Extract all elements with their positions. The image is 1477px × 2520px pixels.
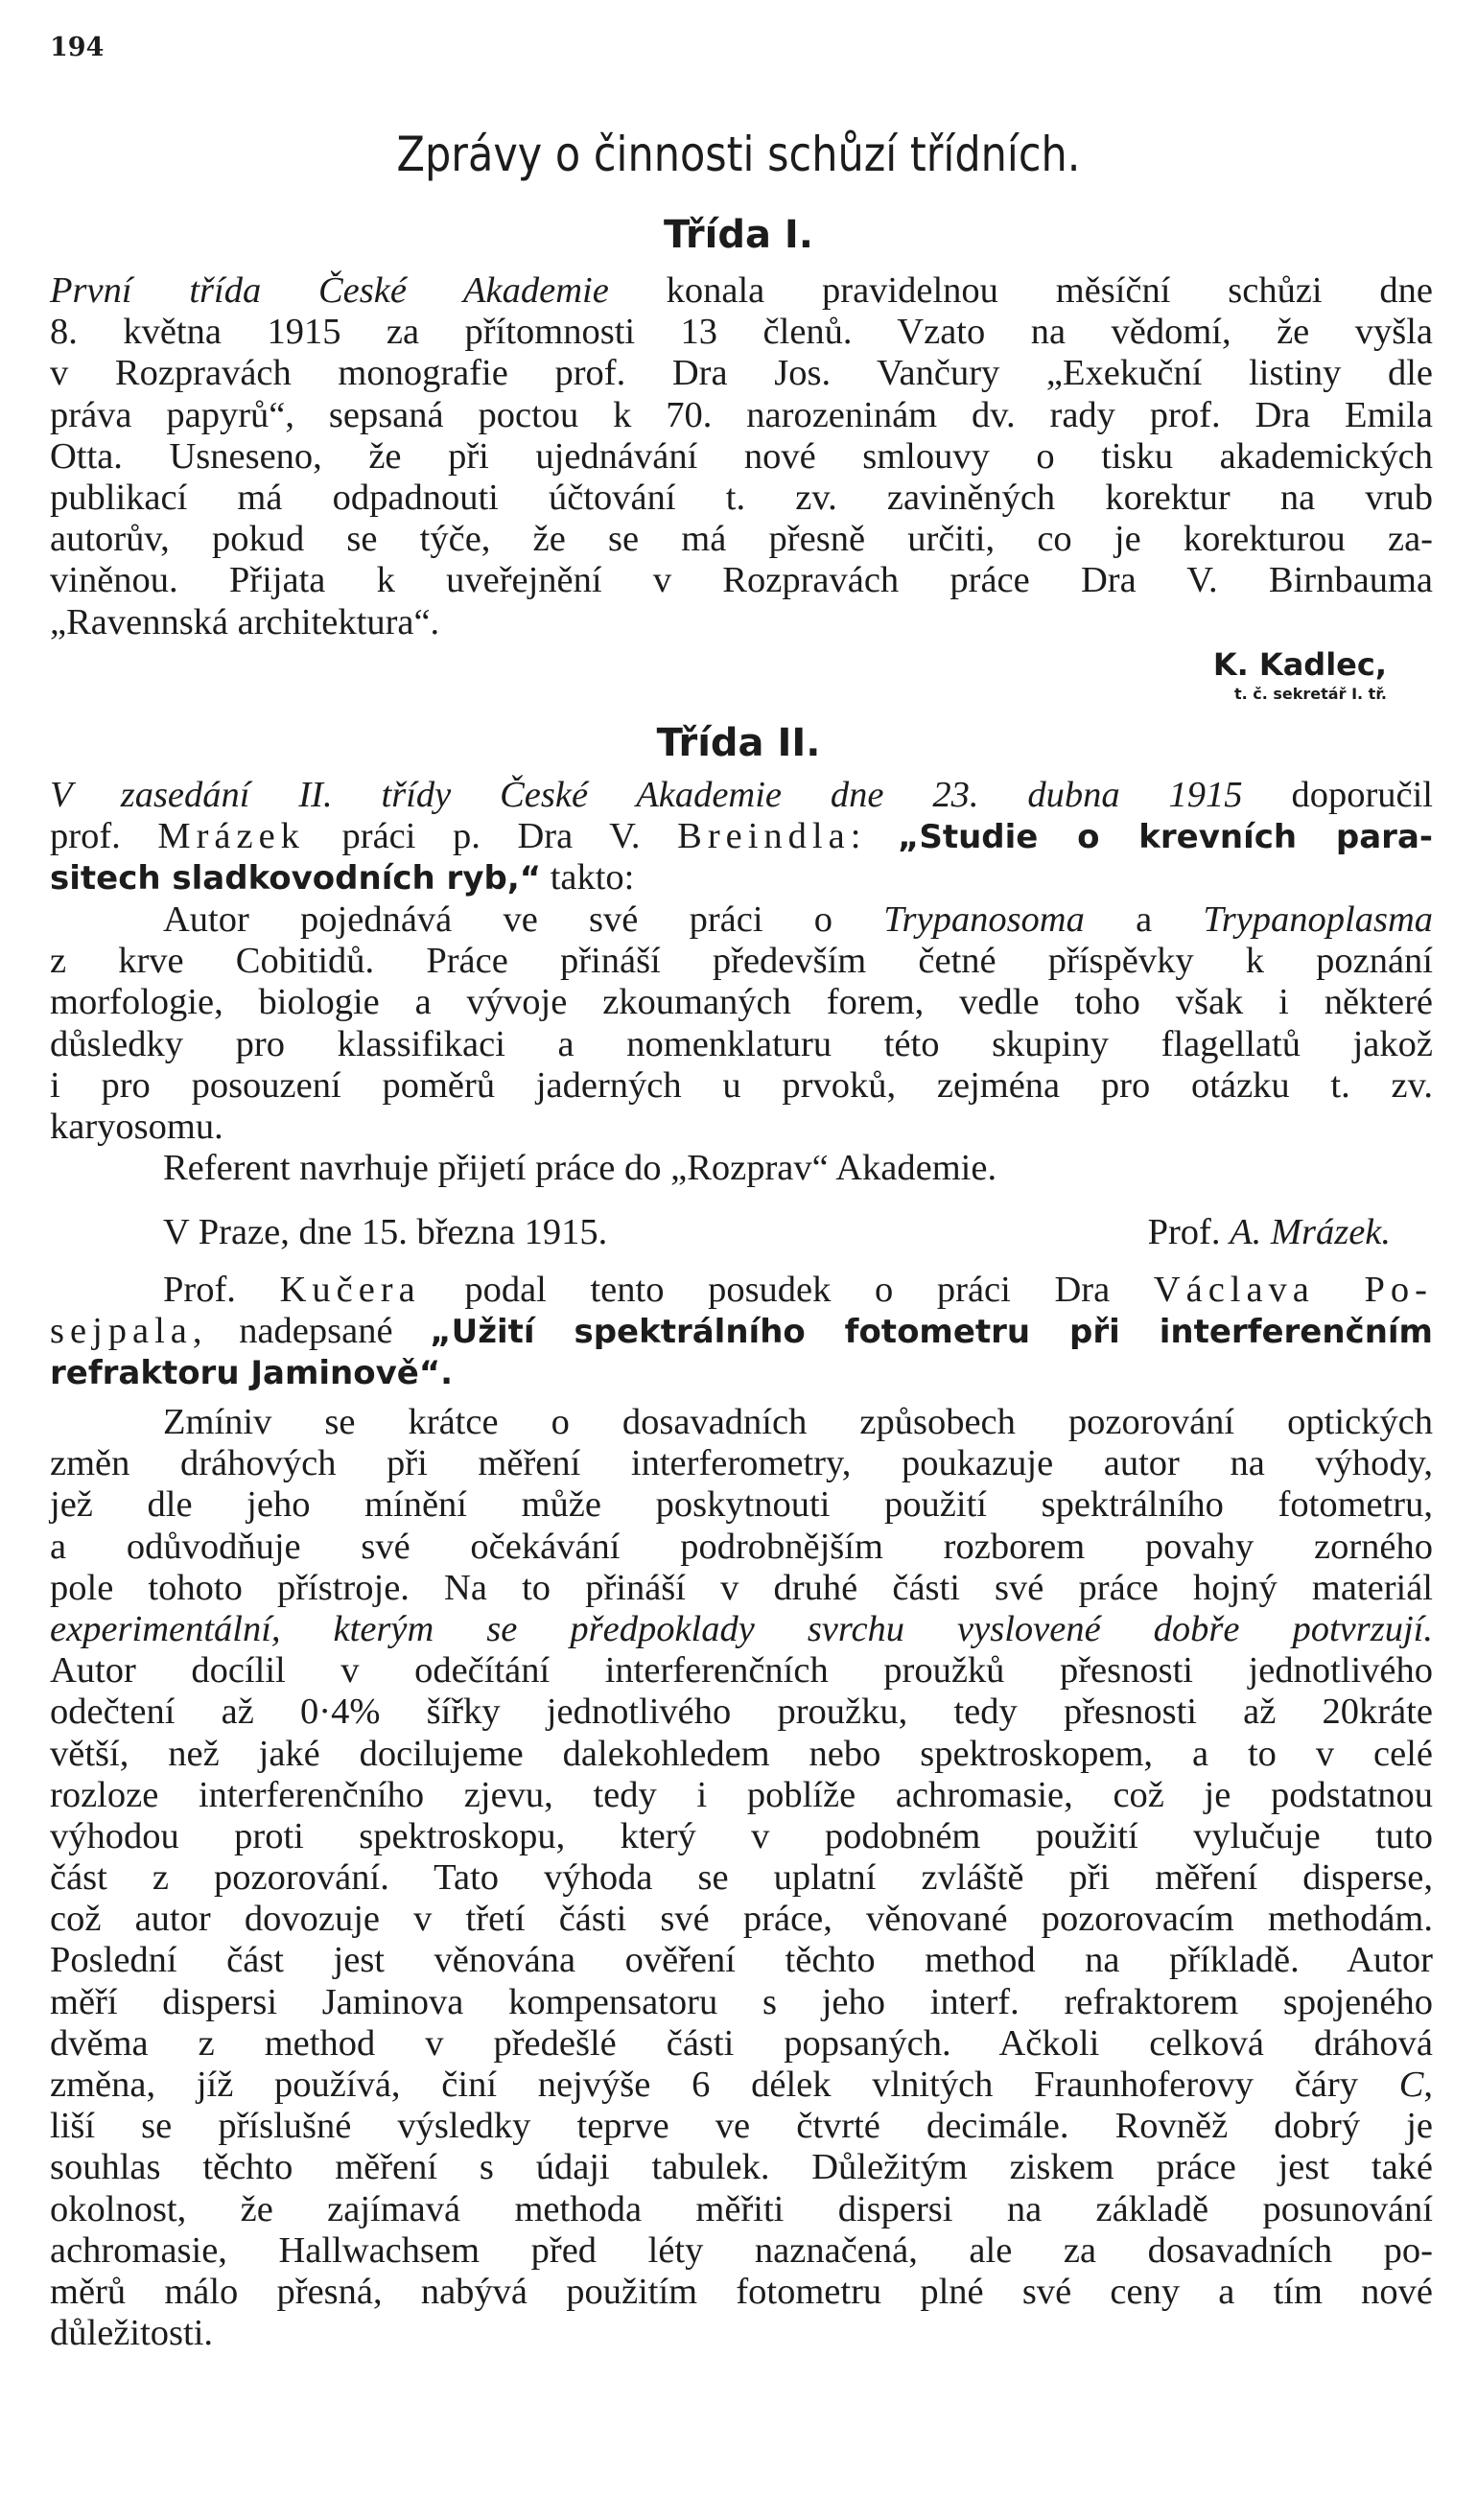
text-line: důsledky pro klassifikaci a nomenklaturu této skupiny flagellatů jakož (50, 1023, 1433, 1064)
text-line: což autor dovozuje v třetí části své práce, věnované pozorovacím methodám. (50, 1899, 1433, 1940)
text-line: Autor pojednává ve své práci o Trypanosoma a Trypanoplasma (163, 899, 1433, 940)
person-name: Breindla (677, 816, 851, 857)
text-line: Poslední část jest věnována ověření těchto method na příkladě. Autor (50, 1940, 1433, 1981)
text-line: autorův, pokud se týče, že se má přesně určiti, co je korekturou za- (50, 519, 1433, 560)
text-line: prof. Mrázek práci p. Dra V. Breindla: „Studie o krevních para- (50, 816, 1433, 857)
page-title: Zprávy o činnosti schůzí třídních. (396, 127, 1081, 182)
place-date-line (163, 1212, 1439, 1253)
text-line: Prof. Kučera podal tento posudek o práci Dra Václava Po- (163, 1270, 1434, 1310)
text-line: morfologie, biologie a vývoje zkoumaných forem, vedle toho však i některé (50, 982, 1433, 1023)
text-line: Referent navrhuje přijetí práce do „Rozprav“ Akademie. (163, 1148, 997, 1189)
text-line: „Ravennská architektura“. (50, 601, 440, 642)
text-line (163, 1212, 1439, 1253)
text-line: experimentální, kterým se předpoklady svrchu vyslovené dobře potvrzují. (50, 1608, 1433, 1649)
text-line: i pro posouzení poměrů jaderných u prvoků, zejména pro otázku t. zv. (50, 1064, 1433, 1106)
text-line: achromasie, Hallwachsem před léty naznačená, ale za dosavadních po- (50, 2229, 1433, 2271)
text-line: měrů málo přesná, nabývá použitím fotometru plné své ceny a tím nové (50, 2271, 1433, 2312)
text-line: karyosomu. (50, 1106, 223, 1147)
person-name: sejpala (50, 1311, 193, 1352)
text-line: v Rozpravách monografie prof. Dra Jos. Vančury „Exekuční listiny dle (50, 353, 1433, 394)
referee: Prof. A. Mrázek. (1147, 1212, 1391, 1252)
section-2-intro (50, 775, 1433, 899)
text-line: rozloze interferenčního zjevu, tedy i poblíže achromasie, což je podstatnou (50, 1774, 1433, 1815)
signature-name: K. Kadlec, (1212, 646, 1387, 683)
text-line: a odůvodňuje své očekávání podrobnějším rozborem povahy zorného (50, 1526, 1433, 1567)
text-line: sejpala, nadepsané „Užití spektrálního fotometru při interferenčním (50, 1311, 1433, 1352)
section-title-class-2: Třída II. (656, 721, 821, 765)
text-line: liší se příslušné výsledky teprve ve čtvrté decimále. Rovněž dobrý je (50, 2106, 1433, 2147)
section-3-intro (50, 1270, 1433, 1394)
text-line: refraktoru Jaminově“. (50, 1354, 454, 1393)
text-line: Autor docílil v odečítání interferenčních proužků přesnosti jednotlivého (50, 1650, 1433, 1692)
text-line: odečtení až 0·4% šířky jednotlivého proužku, tedy přesnosti až 20kráte (50, 1692, 1433, 1733)
text-line: práva papyrů“, sepsaná poctou k 70. narozeninám dv. rady prof. Dra Emila (50, 394, 1433, 435)
signature-role: t. č. sekretář I. tř. (1233, 685, 1387, 703)
text-line: sitech sladkovodních ryb,“ takto: (50, 857, 635, 898)
text-line: V zasedání II. třídy České Akademie dne 23. dubna 1915 doporučil (50, 775, 1433, 815)
signature-block (1213, 646, 1387, 703)
text-line: 8. května 1915 za přítomnosti 13 členů. Vzato na vědomí, že vyšla (50, 312, 1433, 353)
text-line: část z pozorování. Tato výhoda se uplatní zvláště při měření disperse, (50, 1857, 1433, 1899)
text-line: z krve Cobitidů. Práce přináší především četné příspěvky k poznání (50, 941, 1433, 982)
text-line: pole tohoto přístroje. Na to přináší v druhé části své práce hojný materiál (50, 1567, 1433, 1608)
section-3-body (50, 1402, 1433, 2354)
text-line: Zmíniv se krátce o dosavadních způsobech pozorování optických (163, 1402, 1433, 1442)
text-line: dvěma z method v předešlé části popsaných. Ačkoli celková dráhová (50, 2022, 1433, 2064)
text-line: jež dle jeho mínění může poskytnouti použití spektrálního fotometru, (50, 1484, 1433, 1526)
text-line: souhlas těchto měření s údaji tabulek. Důležitým ziskem práce jest také (50, 2147, 1433, 2188)
section-1-paragraph (50, 270, 1433, 643)
place-date: V Praze, dne 15. března 1915. (163, 1212, 608, 1252)
text-line: Otta. Usneseno, že při ujednávání nové smlouvy o tisku akademických (50, 435, 1433, 477)
text-line: měří dispersi Jaminova kompensatoru s jeho interf. refraktorem spojeného (50, 1981, 1433, 2022)
text-line: První třída České Akademie konala pravidelnou měsíční schůzi dne (50, 270, 1433, 311)
text-line: důležitosti. (50, 2313, 214, 2354)
text-line: publikací má odpadnouti účtování t. zv. zaviněných korektur na vrub (50, 477, 1433, 518)
text-line: okolnost, že zajímavá methoda měřiti dispersi na základě posunování (50, 2188, 1433, 2229)
person-name: Mrázek (157, 816, 305, 857)
page-number: 194 (50, 33, 105, 62)
text-line: výhodou proti spektroskopu, který v podobném použití vylučuje tuto (50, 1815, 1433, 1856)
text-line: změna, jíž používá, činí nejvýše 6 délek vlnitých Fraunhoferovy čáry C, (50, 2065, 1433, 2105)
person-name: Václava Po- (1153, 1270, 1434, 1310)
section-title-class-1: Třída I. (664, 213, 813, 257)
text-line: větší, než jaké docilujeme dalekohledem nebo spektroskopem, a to v celé (50, 1733, 1433, 1774)
text-line: změn dráhových při měření interferometry, poukazuje autor na výhody, (50, 1443, 1433, 1484)
person-name: Kučera (279, 1270, 421, 1310)
section-2-review (50, 899, 1433, 1189)
text-line: viněnou. Přijata k uveřejnění v Rozpravách práce Dra V. Birnbauma (50, 560, 1433, 601)
